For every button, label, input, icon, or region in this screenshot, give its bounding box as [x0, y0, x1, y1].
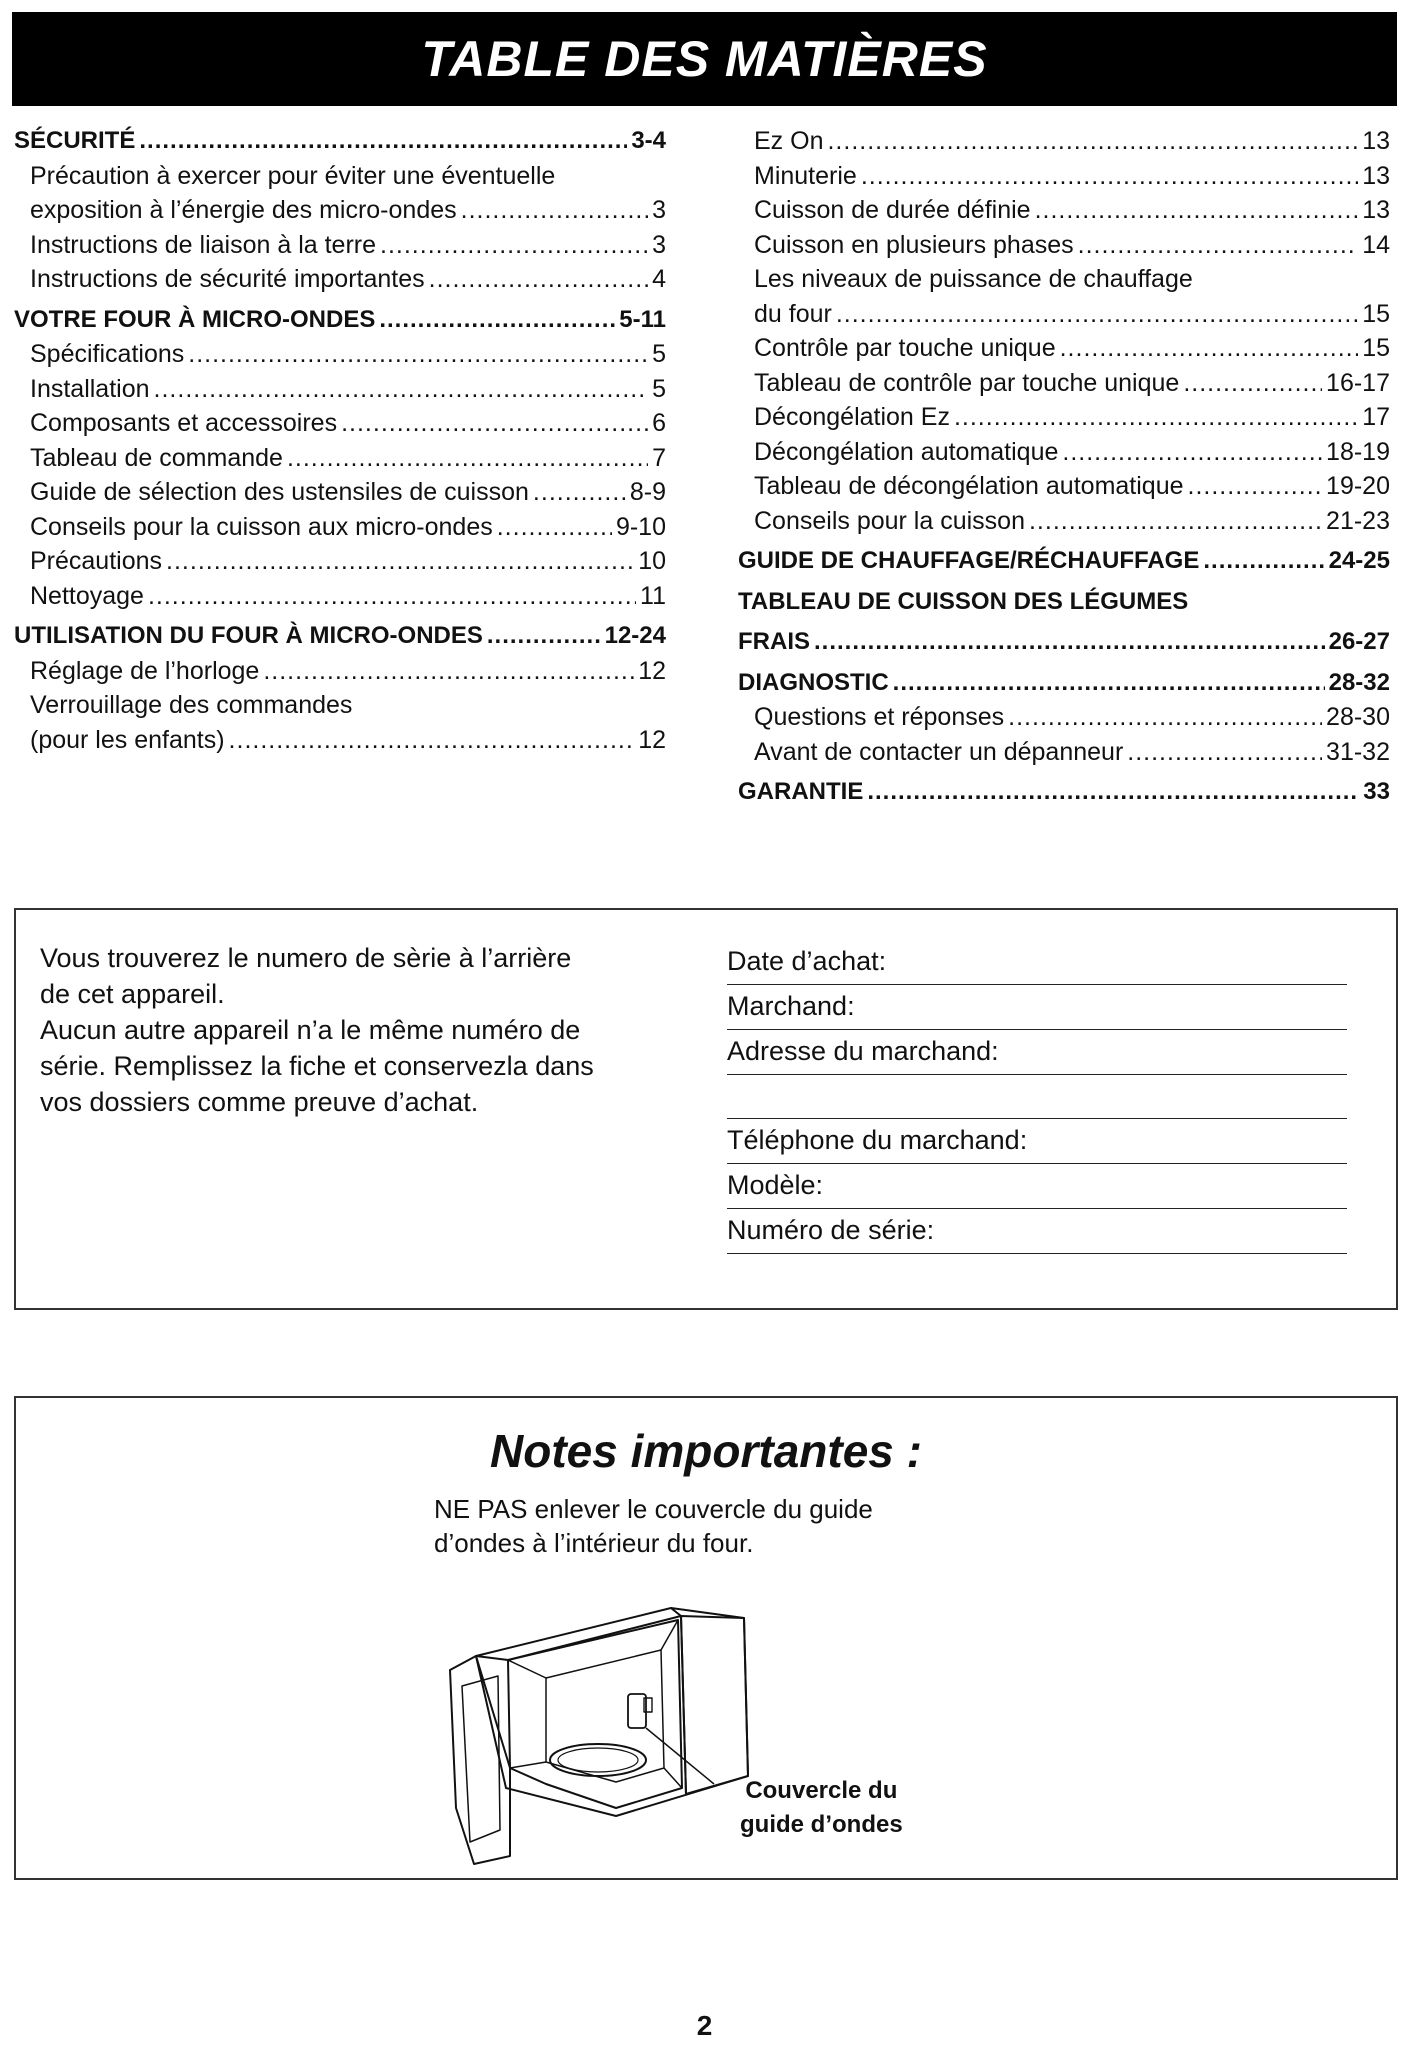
toc-entry-label: Réglage de l’horloge [30, 656, 260, 685]
toc-entry-page: 11 [640, 581, 666, 610]
toc-entry-page: 33 [1363, 778, 1390, 805]
toc-entry-page: 19-20 [1326, 472, 1390, 500]
toc-section-heading [14, 303, 666, 338]
oven-door [450, 1656, 510, 1864]
toc-entry-label: DIAGNOSTIC [738, 668, 889, 696]
toc-entry [14, 228, 666, 263]
toc-entry-label: Tableau de contrôle par touche unique [754, 368, 1180, 397]
toc-entry [738, 331, 1390, 366]
toc-entry-page: 5-11 [619, 305, 666, 333]
toc-entry-label: Conseils pour la cuisson [754, 506, 1025, 535]
toc-entry-page: 31-32 [1326, 737, 1390, 766]
toc-entry [738, 297, 1390, 332]
toc-entry-page: 26-27 [1328, 628, 1390, 655]
notes-line: d’ondes à l’intérieur du four. [434, 1528, 754, 1558]
toc-left-column [14, 124, 666, 757]
toc-entry [738, 262, 1390, 297]
toc-entry-page: 28-32 [1328, 668, 1390, 696]
toc-entry [14, 193, 666, 228]
oven-cavity [508, 1620, 682, 1808]
toc-entry-label: VOTRE FOUR À MICRO-ONDES [14, 305, 376, 333]
toc-entry-label: Précaution à exercer pour éviter une éventuelle [30, 161, 556, 190]
toc-entry-page: 13 [1362, 196, 1390, 224]
page-number: 2 [696, 2010, 713, 2041]
toc-entry-label: Composants et accessoires [30, 409, 338, 437]
toc-leader-dots [188, 337, 648, 372]
callout-line: Couvercle du [745, 1777, 898, 1804]
waveguide-cover-label [740, 1774, 903, 1842]
toc-entry [14, 544, 666, 579]
toc-entry [738, 735, 1390, 770]
toc-entry [738, 400, 1390, 435]
toc-entry [14, 654, 666, 689]
toc-entry-page: 13 [1362, 161, 1390, 190]
toc-section-heading [738, 666, 1390, 701]
microwave-illustration [446, 1598, 766, 1868]
serial-info-text [40, 940, 680, 1120]
serial-info-line: Vous trouverez le numero de sèrie à l’arrière [40, 943, 572, 973]
toc-entry [14, 337, 666, 372]
toc-entry [14, 262, 666, 297]
toc-leader-dots [893, 666, 1325, 701]
toc-entry-label: GUIDE DE CHAUFFAGE/RÉCHAUFFAGE [738, 547, 1200, 574]
toc-entry-label: Questions et réponses [754, 703, 1005, 731]
toc-entry [14, 406, 666, 441]
toc-entry [14, 723, 666, 758]
toc-entry-label: Conseils pour la cuisson aux micro-ondes [30, 512, 493, 541]
toc-leader-dots [1060, 331, 1359, 366]
toc-leader-dots [1062, 435, 1322, 470]
toc-entry-label: Cuisson de durée définie [754, 196, 1031, 224]
toc-entry-label: Ez On [754, 127, 824, 155]
toc-leader-dots [154, 372, 649, 407]
toc-entry-label: Cuisson en plusieurs phases [754, 230, 1074, 259]
notes-text [434, 1492, 994, 1560]
important-notes-box [14, 1396, 1398, 1880]
toc-section-heading [738, 544, 1390, 579]
serial-number-field[interactable]: Numéro de série: [727, 1209, 1347, 1254]
toc-entry-label: (pour les enfants) [30, 725, 225, 754]
toc-entry-label: Décongélation automatique [754, 437, 1059, 466]
toc-leader-dots [1008, 700, 1322, 735]
toc-entry-page: 18-19 [1326, 437, 1390, 466]
toc-leader-dots [461, 193, 648, 228]
toc-entry-label: UTILISATION DU FOUR À MICRO-ONDES [14, 622, 483, 649]
toc-entry-page: 21-23 [1326, 506, 1390, 535]
toc-leader-dots [867, 775, 1359, 810]
toc-entry-label: Les niveaux de puissance de chauffage [754, 265, 1193, 293]
toc-entry-page: 6 [652, 409, 666, 437]
merchant-phone-field[interactable]: Téléphone du marchand: [727, 1119, 1347, 1164]
toc-section-heading [738, 625, 1390, 660]
toc-entry-page: 16-17 [1326, 368, 1390, 397]
purchase-date-field[interactable]: Date d’achat: [727, 940, 1347, 985]
toc-right-column [738, 124, 1390, 810]
serial-number-box [14, 908, 1398, 1310]
toc-leader-dots [1203, 544, 1324, 579]
toc-leader-dots [1188, 469, 1323, 504]
toc-entry-label: du four [754, 299, 832, 328]
toc-entry-label: GARANTIE [738, 778, 864, 805]
serial-info-line: Aucun autre appareil n’a le même numéro de [40, 1015, 581, 1045]
toc-leader-dots [166, 544, 634, 579]
toc-entry [738, 366, 1390, 401]
toc-entry-page: 13 [1362, 127, 1390, 155]
toc-entry-label: Nettoyage [30, 581, 144, 610]
toc-entry [738, 193, 1390, 228]
toc-entry [14, 475, 666, 510]
toc-entry-label: exposition à l’énergie des micro-ondes [30, 196, 457, 224]
toc-entry-page: 5 [652, 374, 666, 403]
toc-leader-dots [229, 723, 635, 758]
toc-entry-page: 28-30 [1326, 703, 1390, 731]
toc-entry-page: 3 [652, 196, 666, 224]
toc-entry-label: Guide de sélection des ustensiles de cuisson [30, 478, 529, 506]
toc-entry-page: 24-25 [1328, 547, 1390, 574]
toc-entry-page: 3-4 [631, 127, 666, 154]
toc-entry-page: 10 [638, 547, 666, 575]
toc-entry-label: Instructions de sécurité importantes [30, 265, 425, 293]
toc-entry-page: 15 [1362, 334, 1390, 362]
toc-entry-label: Avant de contacter un dépanneur [754, 737, 1124, 766]
toc-leader-dots [1029, 504, 1322, 539]
toc-leader-dots [1127, 735, 1322, 770]
toc-entry [14, 441, 666, 476]
toc-leader-dots [533, 475, 626, 510]
toc-entry-label: Tableau de décongélation automatique [754, 472, 1184, 500]
toc-entry [14, 688, 666, 723]
toc-entry-label: Verrouillage des commandes [30, 691, 353, 719]
toc-entry [738, 159, 1390, 194]
toc-leader-dots [380, 228, 648, 263]
oven-body [476, 1608, 748, 1816]
toc-entry-page: 17 [1362, 403, 1390, 431]
merchant-address-field[interactable]: Adresse du marchand: [727, 1030, 1347, 1075]
serial-info-line: série. Remplissez la fiche et conservezla dans [40, 1051, 594, 1081]
toc-entry-label: Tableau de commande [30, 443, 283, 472]
toc-entry [738, 700, 1390, 735]
turntable [550, 1744, 646, 1776]
callout-line: guide d’ondes [740, 1811, 903, 1838]
toc-entry-label: Décongélation Ez [754, 403, 950, 431]
toc-leader-dots [827, 124, 1358, 159]
toc-leader-dots [263, 654, 634, 689]
toc-leader-dots [814, 625, 1325, 660]
toc-section-heading [738, 585, 1390, 620]
toc-entry [738, 228, 1390, 263]
toc-entry-page: 12 [638, 656, 666, 685]
toc-entry-label: Contrôle par touche unique [754, 334, 1056, 362]
toc-entry [14, 510, 666, 545]
page-title: TABLE DES MATIÈRES [12, 12, 1397, 106]
toc-entry-label: Minuterie [754, 161, 857, 190]
model-field[interactable]: Modèle: [727, 1164, 1347, 1209]
toc-leader-dots [836, 297, 1358, 332]
toc-entry-page: 12-24 [604, 622, 666, 649]
toc-entry-page: 8-9 [629, 478, 666, 506]
toc-leader-dots [954, 400, 1358, 435]
toc-section-heading [738, 775, 1390, 810]
toc-leader-dots [1035, 193, 1359, 228]
toc-entry-label: TABLEAU DE CUISSON DES LÉGUMES [738, 587, 1189, 615]
toc-entry-page: 9-10 [615, 512, 666, 541]
toc-leader-dots [861, 159, 1358, 194]
toc-entry [738, 435, 1390, 470]
toc-leader-dots [429, 262, 648, 297]
toc-entry [14, 159, 666, 194]
control-panel [681, 1616, 748, 1794]
toc-entry-label: FRAIS [738, 628, 810, 655]
toc-entry [738, 504, 1390, 539]
toc-entry-page: 4 [652, 265, 666, 293]
toc-entry [14, 579, 666, 614]
toc-leader-dots [148, 579, 636, 614]
toc-leader-dots [1183, 366, 1322, 401]
toc-leader-dots [287, 441, 648, 476]
toc-entry-page: 14 [1362, 230, 1390, 259]
toc-leader-dots [139, 124, 627, 159]
toc-entry-label: SÉCURITÉ [14, 127, 136, 154]
waveguide-cover-shape [628, 1694, 646, 1728]
toc-entry-label: Installation [30, 374, 150, 403]
toc-entry-page: 3 [652, 230, 666, 259]
toc-entry-page: 5 [652, 340, 666, 368]
toc-leader-dots [341, 406, 648, 441]
notes-title: Notes importantes : [490, 1425, 922, 1477]
merchant-field[interactable]: Marchand: [727, 985, 1347, 1030]
toc-entry-page: 12 [638, 725, 666, 754]
toc-leader-dots [487, 619, 601, 654]
toc-entry-label: Instructions de liaison à la terre [30, 230, 377, 259]
toc-entry-label: Précautions [30, 547, 163, 575]
toc-entry [738, 124, 1390, 159]
toc-entry-page: 7 [652, 443, 666, 472]
toc-leader-dots [379, 303, 615, 338]
toc-entry [738, 469, 1390, 504]
toc-section-heading [14, 124, 666, 159]
notes-line: NE PAS enlever le couvercle du guide [434, 1494, 873, 1524]
toc-section-heading [14, 619, 666, 654]
merchant-address-line-2[interactable] [727, 1075, 1347, 1119]
toc-leader-dots [497, 510, 612, 545]
purchase-record-form [727, 940, 1347, 1254]
toc-leader-dots [1078, 228, 1359, 263]
toc-entry-label: Spécifications [30, 340, 185, 368]
serial-info-line: de cet appareil. [40, 979, 225, 1009]
serial-info-line: vos dossiers comme preuve d’achat. [40, 1087, 479, 1117]
toc-entry-page: 15 [1362, 299, 1390, 328]
toc-entry [14, 372, 666, 407]
